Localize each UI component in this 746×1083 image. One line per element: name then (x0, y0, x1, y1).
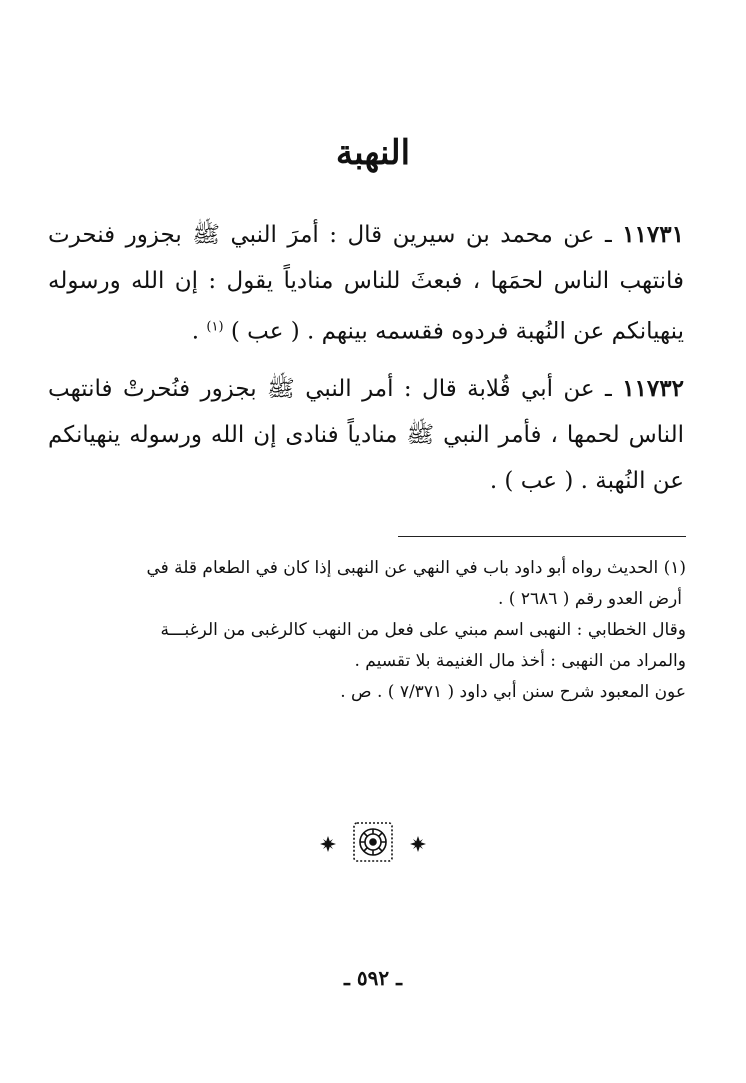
page-number: ـ ٥٩٢ ـ (344, 966, 402, 990)
hadith-entry (48, 366, 684, 504)
hadith-number: ١١٧٣١ (622, 221, 684, 248)
hadith-number: ١١٧٣٢ (622, 375, 684, 402)
footnote-reference: (١) (206, 319, 224, 334)
chapter-title: النهبة (335, 133, 411, 173)
footnote-line: والمراد من النهبى : أخذ مال الغنيمة بلا تقسيم . (354, 651, 686, 671)
hadith-text: عن محمد بن سيرين قال : أمرَ النبي ﷺ بجزور فنحرت فانتهب الناس لحمَها ، فبعثَ للناس منادياً يقول : إن الله ورسوله ينهيانكم عن النُهبة فردوه فقسمه بينهم . ( عب ) (48, 222, 684, 345)
footnote-line: أرض العدو رقم ( ٢٦٨٦ ) . (498, 589, 682, 609)
ornament-icon (318, 818, 428, 866)
hadith-dash: ـ (594, 222, 623, 248)
section-ornament (0, 818, 746, 866)
hadith-text: عن أبي قُلابة قال : أمر النبي ﷺ بجزور فنُحرتْ فانتهب الناس لحمها ، فأمر النبي ﷺ منادياً فنادى إن الله ورسوله ينهيانكم عن النُهبة . ( عب ) . (48, 376, 684, 494)
hadith-dash: ـ (594, 376, 623, 402)
footnote-line: عون المعبود شرح سنن أبي داود ( ٧/٣٧١ ) . ص . (340, 682, 686, 702)
hadith-end: . (191, 318, 207, 345)
footnote-line: (١) الحديث رواه أبو داود باب في النهي عن النهبى إذا كان في الطعام قلة في (146, 558, 686, 578)
footnote-line: وقال الخطابي : النهبى اسم مبني على فعل من النهب كالرغبى من الرغبـــة (160, 620, 686, 640)
hadith-entry (48, 212, 684, 355)
footnotes (50, 553, 686, 708)
footnote-divider (398, 536, 686, 537)
